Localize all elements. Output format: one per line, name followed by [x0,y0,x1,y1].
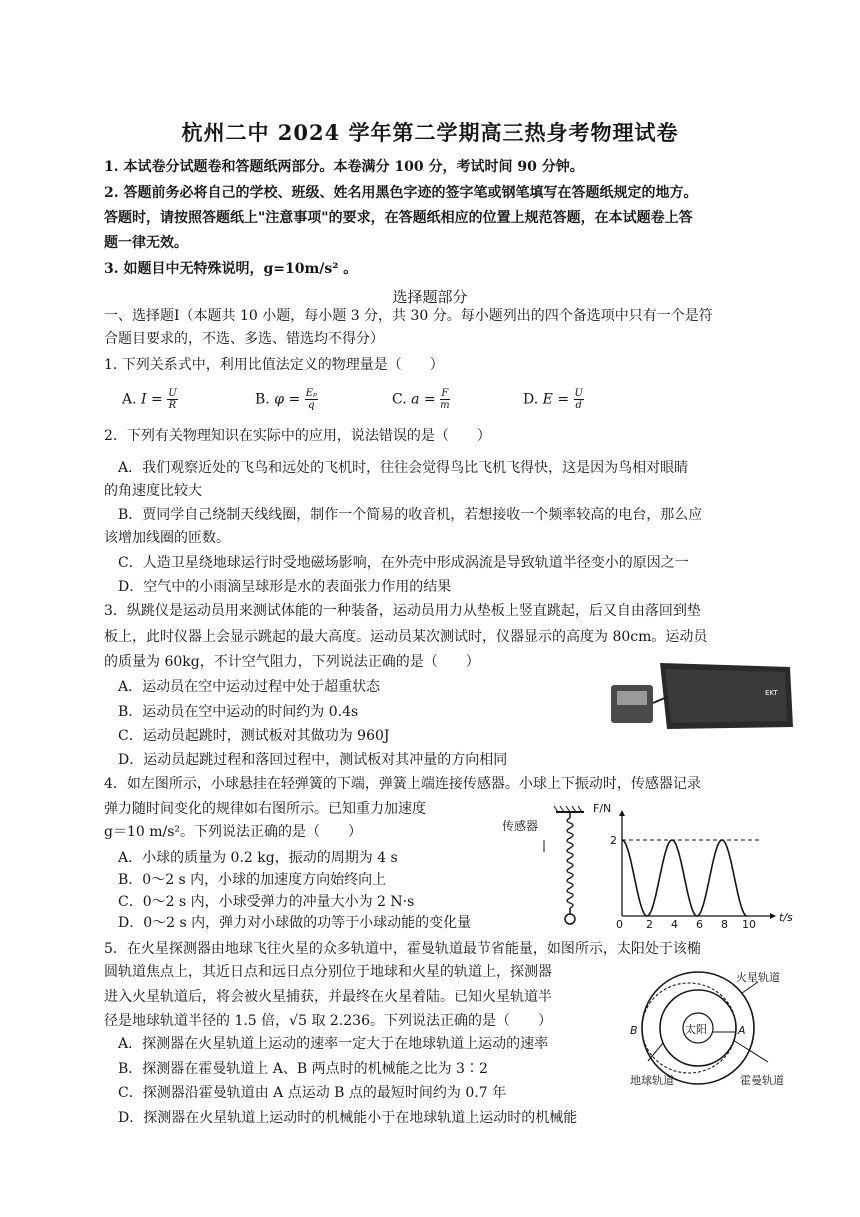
q1-stem: 1. 下列关系式中，利用比值法定义的物理量是（ ） [104,357,444,373]
y-tick-2: 2 [610,834,617,847]
q5-option-c: C．探测器沿霍曼轨道由 A 点运动 B 点的最短时间约为 0.7 年 [118,1085,507,1101]
q3-option-a: A．运动员在空中运动过程中处于超重状态 [118,679,381,695]
q4-stem-3: g＝10 m/s²。下列说法正确的是（ ） [104,824,363,840]
point-b-label: B [630,1024,638,1037]
y-axis-label: F/N [593,802,612,815]
q1-b-fraction: $\frac{\text{Eₚ}}{q}$ [305,388,317,411]
q1-a-fraction: $\frac{U}{R}$ [168,388,177,411]
q1-option-c: C. a = $\frac{F}{m}$ [392,388,450,411]
q4-spring-and-force-graph [500,800,800,930]
q5-option-b: B．探测器在霍曼轨道上 A、B 两点时的机械能之比为 3∶2 [118,1061,488,1077]
q3-option-c: C．运动员起跳时，测试板对其做功为 960J [118,728,390,744]
q5-stem-1: 5．在火星探测器由地球飞往火星的众多轨道中，霍曼轨道最节省能量，如图所示，太阳处于该椭 [104,941,701,957]
note-3: 3. 如题目中无特殊说明，g=10m/s² 。 [104,261,358,277]
note-2-cont: 答题时，请按照答题纸上"注意事项"的要求，在答题纸相应的位置上规范答题，在本试题卷上答 [104,210,693,226]
q4-option-b: B．0～2 s 内，小球的加速度方向始终向上 [118,872,387,888]
q1-b-lhs: φ [274,391,285,408]
q1-d-label: D. [523,391,539,408]
q1-d-lhs: E [542,391,553,408]
x-tick-4: 4 [671,918,678,930]
q2-stem: 2．下列有关物理知识在实际中的应用，说法错误的是（ ） [104,428,491,444]
q4-option-a: A．小球的质量为 0.2 kg，振动的周期为 4 s [118,850,398,866]
q4-option-c: C．0～2 s 内，小球受弹力的冲量大小为 2 N·s [118,894,415,910]
x-tick-10: 10 [742,918,756,930]
q5-option-d: D．探测器在火星轨道上运动时的机械能小于在地球轨道上运动时的机械能 [118,1110,578,1126]
q1-a-label: A. [122,391,137,408]
jump-tester-figure [605,655,800,735]
sensor-label: 传感器 [502,819,539,833]
x-axis-label: t/s [779,911,793,924]
q2-line-a-cont: 的角速度比较大 [104,483,202,499]
q1-a-lhs: I [141,391,147,408]
q5-stem-3: 进入火星轨道后，将会被火星捕获，并最终在火星着陆。已知火星轨道半 [104,989,552,1005]
part-header-line-1: 一、选择题Ⅰ（本题共 10 小题，每小题 3 分，共 30 分。每小题列出的四个备选项中只有一个是符 [104,308,713,324]
section-title: 选择题部分 [392,288,468,306]
q3-stem-1: 3．纵跳仪是运动员用来测试体能的一种装备，运动员用力从垫板上竖直跳起，后又自由落回到垫 [104,603,701,619]
q1-b-label: B. [255,391,270,408]
q1-option-a: A. I = $\frac{U}{R}$ [122,388,177,411]
q1-c-lhs: a [411,391,420,408]
x-tick-6: 6 [696,918,703,930]
q4-stem-1: 4．如左图所示，小球悬挂在轻弹簧的下端，弹簧上端连接传感器。小球上下振动时，传感器记录 [104,776,701,792]
mars-orbit-label: 火星轨道 [736,971,780,984]
x-tick-0: 0 [616,918,623,930]
q2-line-d: D．空气中的小雨滴呈球形是水的表面张力作用的结果 [104,579,452,595]
x-tick-8: 8 [721,918,728,930]
force-curve [622,840,747,916]
note-2-end: 题一律无效。 [104,235,188,251]
q5-stem-4: 径是地球轨道半径的 1.5 倍，√5 取 2.236。下列说法正确的是（ ） [104,1013,552,1029]
q2-line-a: A．我们观察近处的飞鸟和远处的飞机时，往往会觉得鸟比飞机飞得快，这是因为鸟相对眼睛 [104,460,689,476]
ball [565,914,575,924]
q2-line-c: C．人造卫星绕地球运行时受地磁场影响，在外壳中形成涡流是导致轨道半径变小的原因之一 [104,555,689,571]
hohmann-orbit-label: 霍曼轨道 [740,1074,784,1087]
q2-line-b-cont: 该增加线圈的匝数。 [104,530,230,546]
q4-stem-2: 弹力随时间变化的规律如右图所示。已知重力加速度 [104,801,426,817]
q1-option-d: D. E = $\frac{U}{d}$ [523,388,583,411]
note-1: 1. 本试卷分试题卷和答题纸两部分。本卷满分 100 分，考试时间 90 分钟。 [104,159,584,175]
q2-line-b: B．贾同学自己绕制天线线圈，制作一个简易的收音机，若想接收一个频率较高的电台，那么应 [104,507,703,523]
q1-c-fraction: $\frac{F}{m}$ [440,388,450,411]
q1-c-label: C. [392,391,407,408]
point-a-label: A [738,1024,746,1037]
q3-stem-3: 的质量为 60kg，不计空气阻力，下列说法正确的是（ ） [104,654,480,670]
earth-orbit-label: 地球轨道 [630,1074,674,1087]
sun-label: 太阳 [685,1023,707,1036]
note-2: 2. 答题前务必将自己的学校、班级、姓名用黑色字迹的签字笔或钢笔填写在答题纸规定的地方。 [104,185,698,201]
hohmann-orbit-figure [630,962,810,1090]
q3-stem-2: 板上，此时仪器上会显示跳起的最大高度。运动员某次测试时，仪器显示的高度为 80cm。运动员 [104,629,708,645]
q5-stem-2: 圆轨道焦点上，其近日点和远日点分别位于地球和火星的轨道上，探测器 [104,964,552,980]
q3-option-d: D．运动员起跳过程和落回过程中，测试板对其冲量的方向相同 [118,752,508,768]
q3-option-b: B．运动员在空中运动的时间约为 0.4s [118,704,359,720]
q5-option-a: A．探测器在火星轨道上运动的速率一定大于在地球轨道上运动的速率 [118,1036,549,1052]
x-tick-2: 2 [646,918,653,930]
q1-d-fraction: $\frac{U}{d}$ [574,388,583,411]
part-header-line-2: 合题目要求的，不选、多选、错选均不得分） [104,331,384,347]
exam-title: 杭州二中 2024 学年第二学期高三热身考物理试卷 [181,120,679,145]
q1-option-b: B. φ = $\frac{\text{Eₚ}}{q}$ [255,388,317,411]
ekt-logo-text: EKT [765,689,778,697]
q4-option-d: D．0～2 s 内，弹力对小球做的功等于小球动能的变化量 [118,915,472,931]
